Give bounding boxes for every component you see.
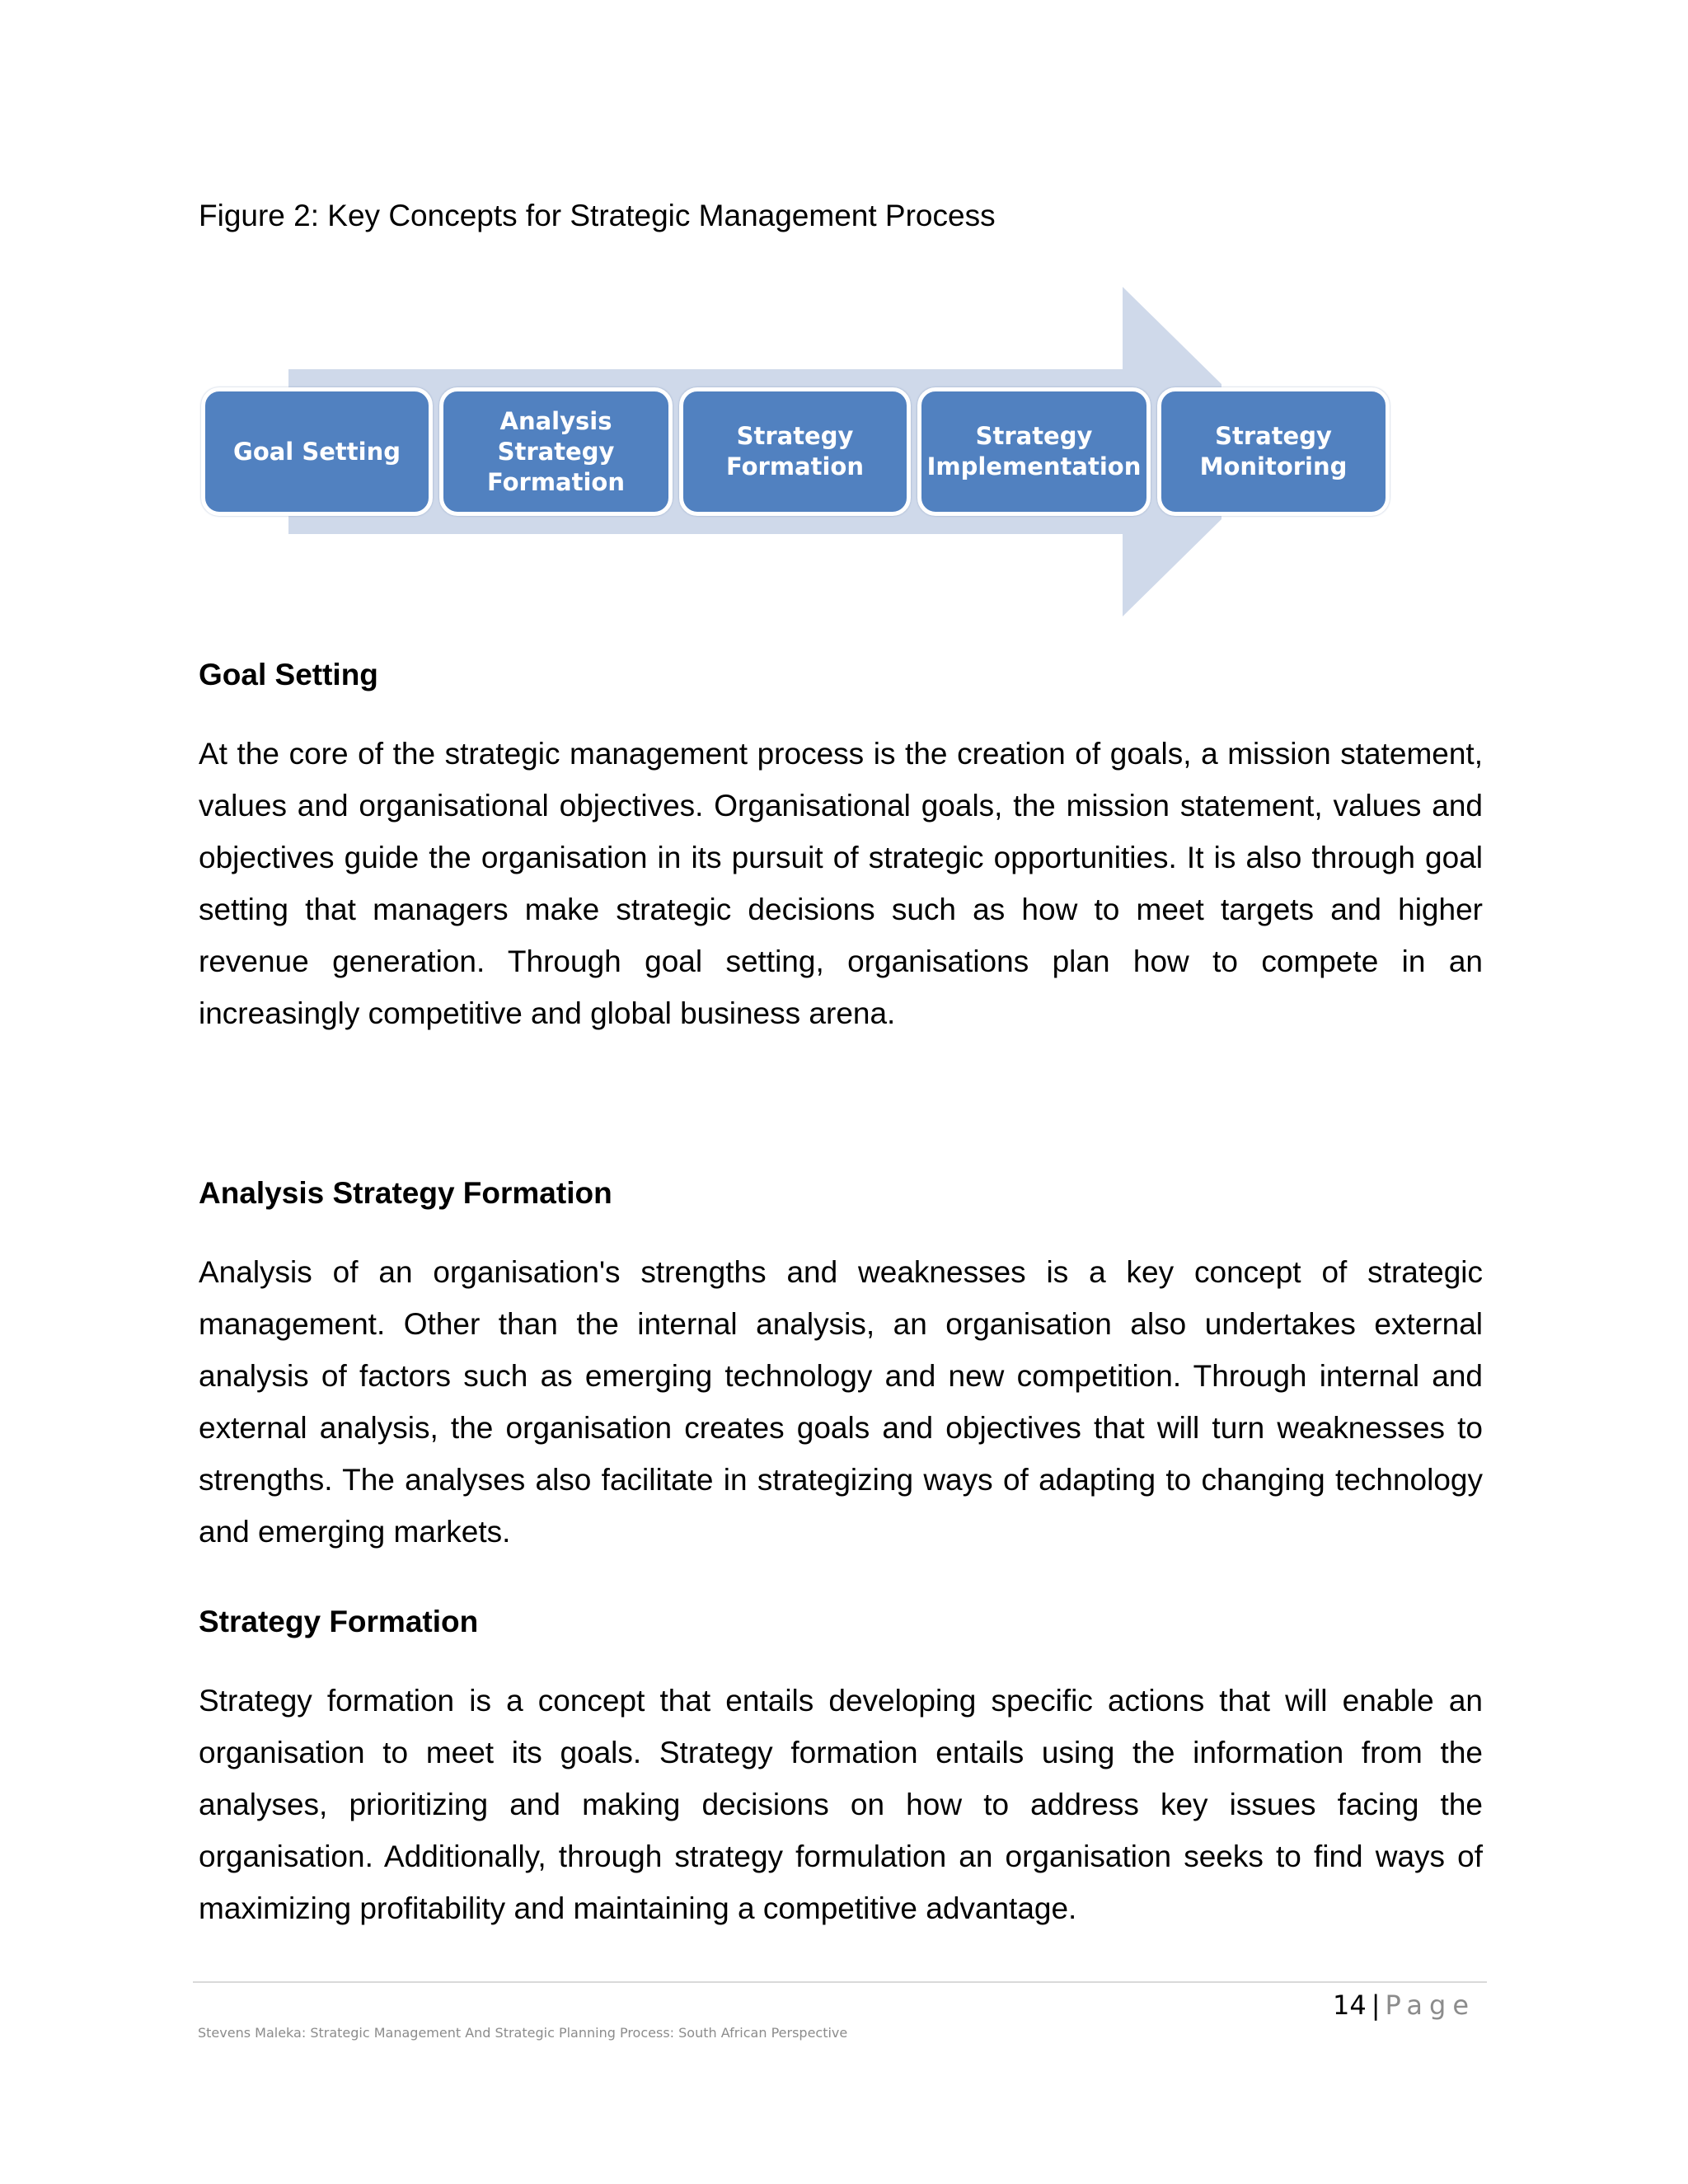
step-label-line: Formation [725, 452, 865, 480]
step-label-line: Formation [486, 467, 626, 496]
step-strategy-monitoring [1157, 387, 1390, 516]
page-label: Page [1385, 1990, 1475, 2021]
running-footer-text: Stevens Maleka: Strategic Management And Strategic Planning Process: South African Perspective [198, 2025, 848, 2041]
step-label-line: Implementation [926, 452, 1142, 480]
section-heading-strategy-formation: Strategy Formation [199, 1605, 479, 1638]
step-label-line: Strategy [975, 422, 1093, 450]
page-number-value: 14 [1333, 1990, 1367, 2021]
step-analysis-strategy-formation [439, 387, 673, 516]
step-label-line: Strategy [1215, 422, 1332, 450]
section-body-analysis-strategy-formation: Analysis of an organisation's strengths and weaknesses is a key concept of strategic management. Other than the internal analysis, an organisation also undertakes external analysis of factors such as emerging technology and new competition. Through internal and external analysis, the organisation creates goals and objectives that will turn weaknesses to strengths. The analyses also facilitate in strategizing ways of adapting to changing technology and emerging markets. [199, 1255, 1483, 1549]
footer-divider [193, 1981, 1487, 1983]
step-strategy-implementation [917, 387, 1151, 516]
step-strategy-formation [679, 387, 911, 516]
page-number [1333, 1987, 1475, 2023]
process-diagram [198, 287, 1401, 625]
step-label-line: Goal Setting [233, 437, 401, 466]
step-label-line: Strategy [736, 422, 854, 450]
section-body-goal-setting: At the core of the strategic management process is the creation of goals, a mission statement, values and organisational objectives. Organisational goals, the mission statement, values and objectives guide the organisation in its pursuit of strategic opportunities. It is also through goal setting that managers make strategic decisions such as how to meet targets and higher revenue generation. Through goal setting, organisations plan how to compete in an increasingly competitive and global business arena. [199, 737, 1483, 1030]
section-body-strategy-formation: Strategy formation is a concept that entails developing specific actions that will enable an organisation to meet its goals. Strategy formation entails using the information from the analyses, prioritizing and making decisions on how to address key issues facing the organisation. Additionally, through strategy formulation an organisation seeks to find ways of maximizing profitability and maintaining a competitive advantage. [199, 1684, 1483, 1925]
step-label-line: Monitoring [1199, 452, 1348, 480]
step-goal-setting [201, 387, 433, 516]
figure-caption: Figure 2: Key Concepts for Strategic Management Process [199, 199, 996, 232]
page-number-separator: | [1371, 1990, 1381, 2021]
section-heading-goal-setting: Goal Setting [199, 658, 378, 691]
section-heading-analysis-strategy-formation: Analysis Strategy Formation [199, 1176, 612, 1210]
step-label-line: Analysis Strategy [497, 406, 615, 466]
